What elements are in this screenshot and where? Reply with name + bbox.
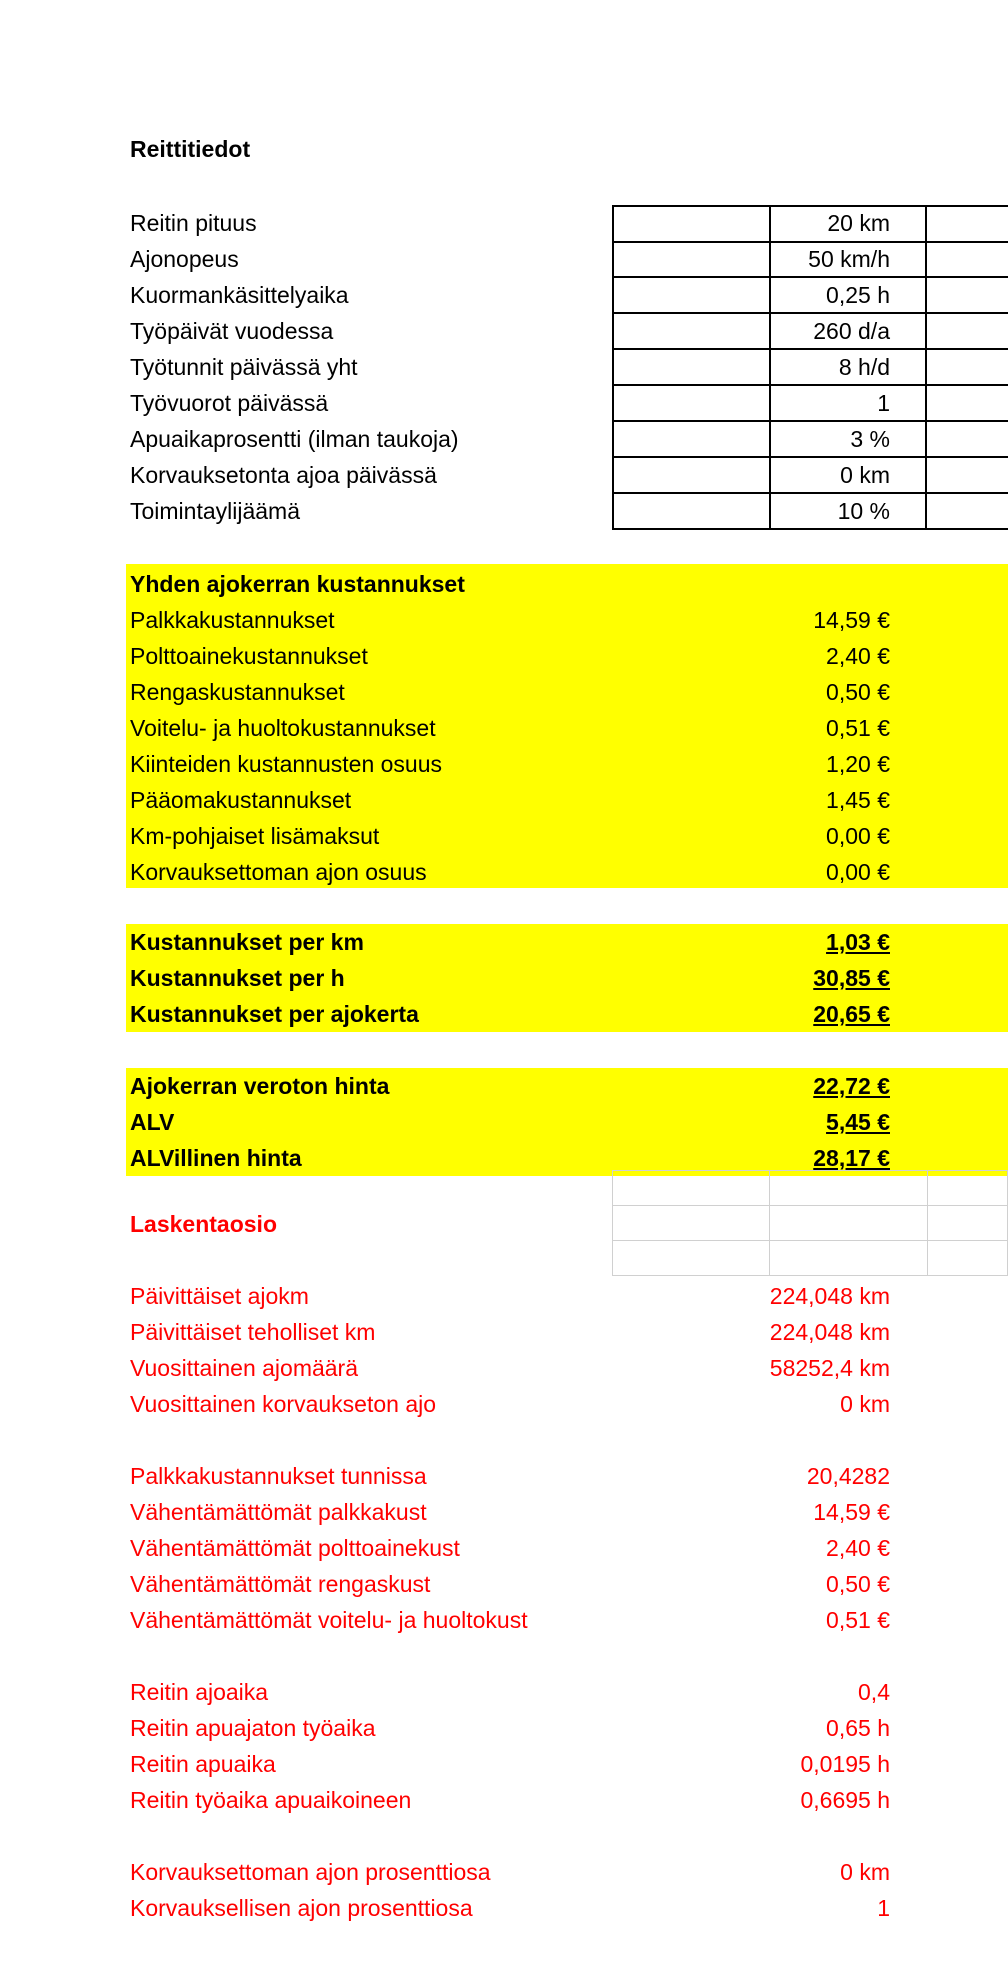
- empty-cell[interactable]: [927, 457, 1008, 494]
- row-label: Ajokerran veroton hinta: [130, 1073, 390, 1099]
- trip-costs-title-row: [126, 566, 1008, 602]
- row-label: Voitelu- ja huoltokustannukset: [130, 715, 436, 741]
- row-label: Reitin ajoaika: [130, 1679, 269, 1705]
- calc-row[interactable]: [126, 1602, 1008, 1638]
- empty-cell[interactable]: [927, 1205, 1008, 1241]
- row-value[interactable]: 0,4: [858, 1679, 890, 1705]
- input-row-aux-percent[interactable]: [126, 421, 1008, 457]
- empty-cell[interactable]: [927, 493, 1008, 530]
- empty-cell[interactable]: [927, 241, 1008, 278]
- price-row[interactable]: [126, 1068, 1008, 1104]
- calc-row[interactable]: [126, 1458, 1008, 1494]
- row-value[interactable]: 2,40 €: [826, 1535, 890, 1561]
- row-label: Kustannukset per h: [130, 965, 345, 991]
- row-value[interactable]: 2,40 €: [826, 643, 890, 669]
- trip-cost-row[interactable]: [126, 818, 1008, 854]
- row-value[interactable]: 0 km: [840, 462, 890, 488]
- row-value[interactable]: 0,00 €: [826, 823, 890, 849]
- calc-row[interactable]: [126, 1746, 1008, 1782]
- empty-cell[interactable]: [927, 277, 1008, 314]
- row-value[interactable]: 10 %: [837, 498, 890, 524]
- empty-cell[interactable]: [612, 1240, 770, 1276]
- calc-row[interactable]: [126, 1890, 1008, 1926]
- calc-row[interactable]: [126, 1710, 1008, 1746]
- calc-row[interactable]: [126, 1674, 1008, 1710]
- row-label: Työtunnit päivässä yht: [130, 354, 358, 380]
- calc-row[interactable]: [126, 1530, 1008, 1566]
- row-label: Vähentämättömät polttoainekust: [130, 1535, 460, 1561]
- trip-cost-row[interactable]: [126, 782, 1008, 818]
- empty-grid-cells: [612, 1170, 1008, 1278]
- row-label: Reitin työaika apuaikoineen: [130, 1787, 412, 1813]
- row-label: Apuaikaprosentti (ilman taukoja): [130, 426, 459, 452]
- route-section-title: Reittitiedot: [130, 136, 251, 162]
- row-label: Ajonopeus: [130, 246, 239, 272]
- row-value[interactable]: 30,85 €: [813, 965, 890, 991]
- row-value[interactable]: 0,51 €: [826, 715, 890, 741]
- row-value[interactable]: 1,03 €: [826, 929, 890, 955]
- empty-cell[interactable]: [927, 205, 1008, 243]
- row-label: Reitin apuaika: [130, 1751, 276, 1777]
- row-label: Työpäivät vuodessa: [130, 318, 334, 344]
- row-value[interactable]: 1,20 €: [826, 751, 890, 777]
- unit-cost-row[interactable]: [126, 960, 1008, 996]
- calc-row[interactable]: [126, 1350, 1008, 1386]
- row-label: Vähentämättömät voitelu- ja huoltokust: [130, 1607, 528, 1633]
- row-label: Kustannukset per ajokerta: [130, 1001, 419, 1027]
- row-value[interactable]: 0,00 €: [826, 859, 890, 885]
- empty-cell[interactable]: [927, 385, 1008, 422]
- row-label: Korvauksettoman ajon prosenttiosa: [130, 1859, 491, 1885]
- row-value[interactable]: 22,72 €: [813, 1073, 890, 1099]
- row-label: Päivittäiset teholliset km: [130, 1319, 376, 1345]
- calc-row[interactable]: [126, 1494, 1008, 1530]
- input-row-surplus[interactable]: [126, 493, 1008, 531]
- row-value[interactable]: 20,4282: [806, 1463, 890, 1489]
- row-value[interactable]: 224,048 km: [769, 1283, 890, 1309]
- empty-cell[interactable]: [769, 1205, 928, 1241]
- calc-row[interactable]: [126, 1314, 1008, 1350]
- empty-cell[interactable]: [927, 313, 1008, 350]
- row-value[interactable]: 0 km: [840, 1859, 890, 1885]
- row-label: Päivittäiset ajokm: [130, 1283, 309, 1309]
- price-row[interactable]: [126, 1104, 1008, 1140]
- row-label: Kuormankäsittelyaika: [130, 282, 349, 308]
- empty-cell[interactable]: [769, 1170, 928, 1206]
- empty-cell[interactable]: [927, 1240, 1008, 1276]
- row-label: Reitin apuajaton työaika: [130, 1715, 376, 1741]
- row-value[interactable]: 0,50 €: [826, 1571, 890, 1597]
- row-value[interactable]: 0,25 h: [826, 282, 890, 308]
- row-value[interactable]: 0,50 €: [826, 679, 890, 705]
- calc-row[interactable]: [126, 1782, 1008, 1818]
- empty-cell[interactable]: [769, 1240, 928, 1276]
- row-label: Korvauksettoman ajon osuus: [130, 859, 427, 885]
- calc-row[interactable]: [126, 1278, 1008, 1314]
- empty-cell[interactable]: [927, 421, 1008, 458]
- row-value[interactable]: 1: [877, 1895, 890, 1921]
- row-label: Työvuorot päivässä: [130, 390, 329, 416]
- input-row-route-length[interactable]: [126, 205, 1008, 241]
- trip-cost-row[interactable]: [126, 674, 1008, 710]
- row-label: ALV: [130, 1109, 175, 1135]
- empty-cell[interactable]: [927, 1170, 1008, 1206]
- unit-cost-row[interactable]: [126, 996, 1008, 1032]
- row-value[interactable]: 0 km: [840, 1391, 890, 1417]
- empty-cell[interactable]: [612, 1205, 770, 1241]
- row-value[interactable]: 14,59 €: [813, 1499, 890, 1525]
- row-value[interactable]: 0,65 h: [826, 1715, 890, 1741]
- trip-costs-title: Yhden ajokerran kustannukset: [130, 571, 465, 597]
- row-label: Toimintaylijäämä: [130, 498, 301, 524]
- trip-cost-row[interactable]: [126, 602, 1008, 638]
- input-row-handling-time[interactable]: [126, 277, 1008, 313]
- calc-row[interactable]: [126, 1386, 1008, 1422]
- row-label: Vuosittainen ajomäärä: [130, 1355, 359, 1381]
- row-value[interactable]: 14,59 €: [813, 607, 890, 633]
- row-value[interactable]: 20,65 €: [813, 1001, 890, 1027]
- row-label: Vuosittainen korvaukseton ajo: [130, 1391, 437, 1417]
- row-label: Korvauksetonta ajoa päivässä: [130, 462, 437, 488]
- row-label: Kiinteiden kustannusten osuus: [130, 751, 442, 777]
- row-label: Pääomakustannukset: [130, 787, 352, 813]
- trip-cost-row[interactable]: [126, 746, 1008, 782]
- row-label: ALVillinen hinta: [130, 1145, 302, 1171]
- row-value[interactable]: 20 km: [827, 210, 890, 236]
- calc-row[interactable]: [126, 1566, 1008, 1602]
- row-value[interactable]: 1: [877, 390, 890, 416]
- row-value[interactable]: 8 h/d: [838, 354, 890, 380]
- input-row-unpaid-driving[interactable]: [126, 457, 1008, 493]
- row-label: Vähentämättömät palkkakust: [130, 1499, 427, 1525]
- row-value[interactable]: 50 km/h: [808, 246, 890, 272]
- row-label: Reitin pituus: [130, 210, 257, 236]
- row-value[interactable]: 3 %: [850, 426, 890, 452]
- row-value[interactable]: 0,6695 h: [800, 1787, 890, 1813]
- trip-cost-row[interactable]: [126, 638, 1008, 674]
- unit-cost-row[interactable]: [126, 924, 1008, 960]
- row-label: Palkkakustannukset: [130, 607, 335, 633]
- row-value[interactable]: 0,0195 h: [800, 1751, 890, 1777]
- row-value[interactable]: 58252,4 km: [769, 1355, 890, 1381]
- row-label: Korvauksellisen ajon prosenttiosa: [130, 1895, 473, 1921]
- row-value[interactable]: 260 d/a: [813, 318, 890, 344]
- input-row-workdays[interactable]: [126, 313, 1008, 349]
- row-label: Polttoainekustannukset: [130, 643, 368, 669]
- row-label: Palkkakustannukset tunnissa: [130, 1463, 427, 1489]
- empty-cell[interactable]: [927, 349, 1008, 386]
- row-value[interactable]: 0,51 €: [826, 1607, 890, 1633]
- input-row-shifts[interactable]: [126, 385, 1008, 421]
- calculation-section-title: Laskentaosio: [130, 1211, 277, 1237]
- empty-cell[interactable]: [612, 1170, 770, 1206]
- row-label: Rengaskustannukset: [130, 679, 345, 705]
- input-row-speed[interactable]: [126, 241, 1008, 277]
- input-row-work-hours[interactable]: [126, 349, 1008, 385]
- trip-cost-row[interactable]: [126, 710, 1008, 746]
- row-label: Kustannukset per km: [130, 929, 364, 955]
- row-label: Vähentämättömät rengaskust: [130, 1571, 431, 1597]
- row-value[interactable]: 1,45 €: [826, 787, 890, 813]
- row-label: Km-pohjaiset lisämaksut: [130, 823, 380, 849]
- calc-row[interactable]: [126, 1854, 1008, 1890]
- trip-cost-row[interactable]: [126, 854, 1008, 890]
- row-value[interactable]: 28,17 €: [813, 1145, 890, 1171]
- row-value[interactable]: 5,45 €: [826, 1109, 890, 1135]
- row-value[interactable]: 224,048 km: [769, 1319, 890, 1345]
